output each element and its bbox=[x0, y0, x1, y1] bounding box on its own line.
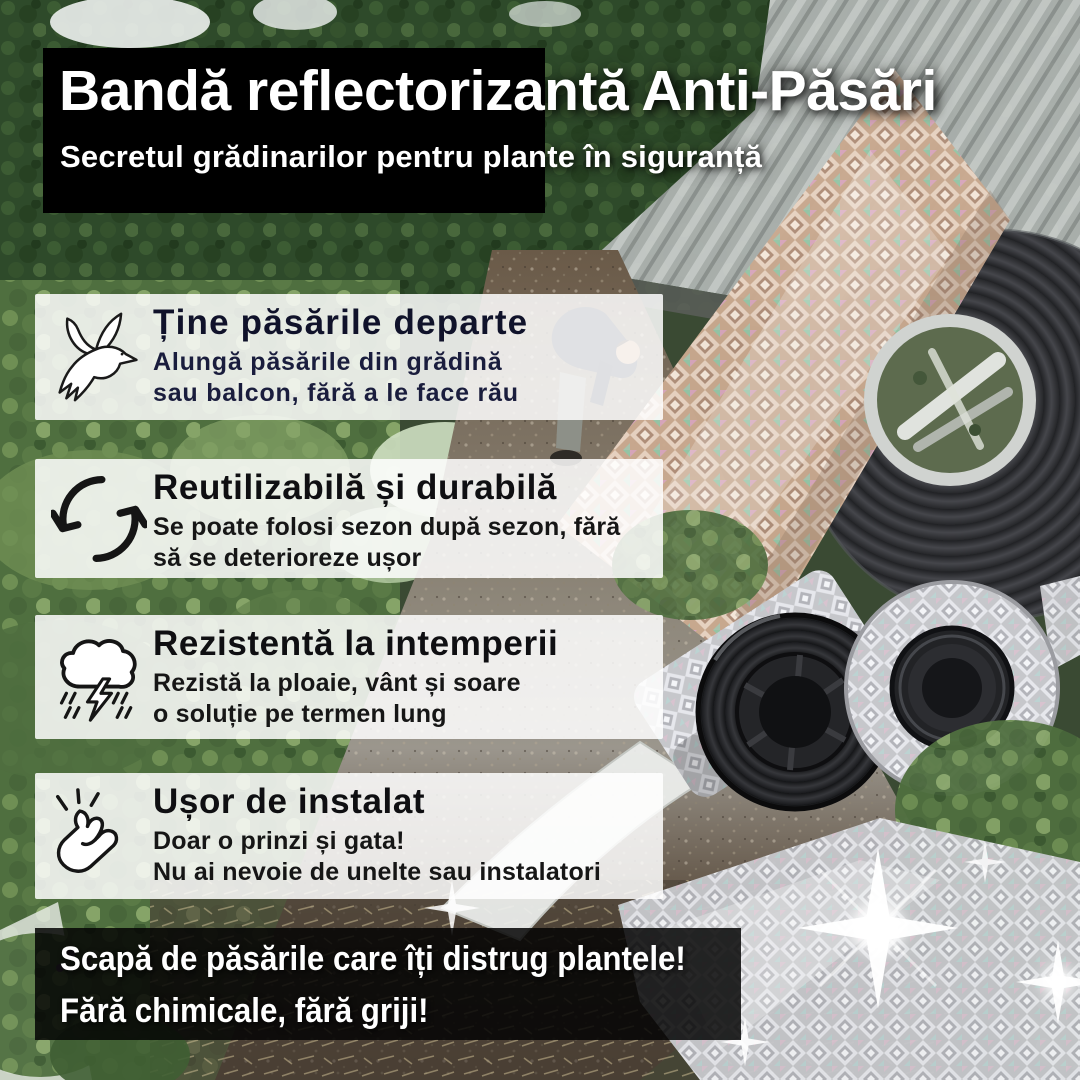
feature-desc-line: să se deterioreze ușor bbox=[153, 544, 422, 572]
feature-desc-line: sau balcon, fără a le face rău bbox=[153, 379, 519, 407]
feature-desc-line: o soluție pe termen lung bbox=[153, 700, 447, 728]
footer-banner bbox=[35, 928, 741, 1040]
storm-cloud-icon bbox=[51, 629, 147, 725]
feature-desc-line: Rezistă la ploaie, vânt și soare bbox=[153, 669, 521, 697]
feature-title: Reutilizabilă și durabilă bbox=[153, 468, 557, 507]
feature-title: Rezistentă la intemperii bbox=[153, 624, 559, 663]
feature-title: Ușor de instalat bbox=[153, 782, 426, 821]
feature-row-reusable bbox=[35, 459, 663, 578]
feature-desc-line: Nu ai nevoie de unelte sau instalatori bbox=[153, 858, 601, 886]
main-subtitle: Secretul grădinarilor pentru plante în siguranță bbox=[60, 139, 763, 174]
footer-line-2: Fără chimicale, fără griji! bbox=[60, 992, 429, 1030]
feature-description bbox=[153, 512, 659, 574]
feature-description bbox=[153, 668, 659, 730]
feature-desc-line: Se poate folosi sezon după sezon, fără bbox=[153, 513, 621, 541]
snap-fingers-icon bbox=[51, 788, 147, 884]
feature-row-keep-birds-away bbox=[35, 294, 663, 420]
refresh-arrows-icon bbox=[51, 471, 147, 567]
feature-desc-line: Alungă păsările din grădină bbox=[153, 348, 503, 376]
feature-title: Ține păsările departe bbox=[153, 303, 529, 342]
feature-description bbox=[153, 826, 659, 888]
feature-desc-line: Doar o prinzi și gata! bbox=[153, 827, 405, 855]
feature-row-easy-install bbox=[35, 773, 663, 899]
main-title: Bandă reflectorizantă Anti-Păsări bbox=[59, 59, 937, 123]
dove-icon bbox=[51, 309, 147, 405]
footer-line-1: Scapă de păsările care îți distrug plantele! bbox=[60, 940, 686, 978]
feature-description bbox=[153, 347, 659, 409]
feature-row-weatherproof bbox=[35, 615, 663, 739]
